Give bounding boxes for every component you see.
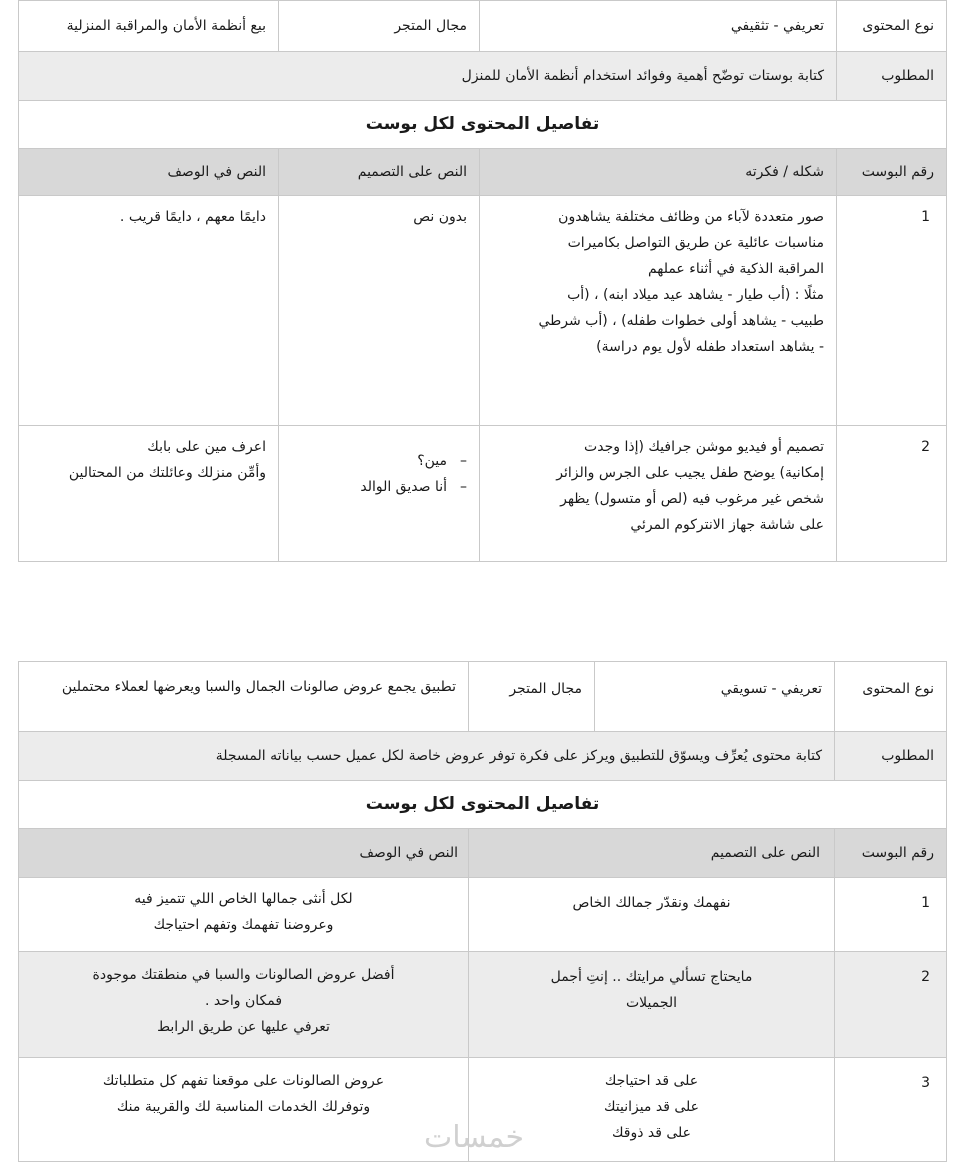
design-line: على قد ميزانيتك	[603, 1099, 700, 1115]
store-field-label: مجال المتجر	[279, 1, 480, 52]
content-type-value: تعريفي - تثقيفي	[480, 1, 837, 52]
post-number: 1	[837, 196, 947, 426]
post-description	[19, 952, 469, 1058]
post-idea	[480, 426, 837, 562]
post-number: 2	[835, 952, 947, 1058]
table-row	[19, 952, 947, 1058]
post-design-text	[469, 878, 835, 952]
header-description-text: النص في الوصف	[19, 149, 279, 196]
post-description	[19, 878, 469, 952]
description-line: لكل أنثى جمالها الخاص اللي تتميز فيه	[134, 891, 353, 907]
post-design-text	[469, 952, 835, 1058]
design-text-list	[291, 448, 467, 500]
post-design-text: بدون نص	[279, 196, 480, 426]
post-number: 2	[837, 426, 947, 562]
table-row	[19, 426, 947, 562]
section-title: تفاصيل المحتوى لكل بوست	[19, 101, 947, 149]
idea-line: المراقبة الذكية في أثناء عملهم	[647, 261, 824, 277]
content-type-value: تعريفي - تسويقي	[595, 662, 835, 732]
description-line: تعرفي عليها عن طريق الرابط	[157, 1019, 330, 1035]
store-field-value: بيع أنظمة الأمان والمراقبة المنزلية	[19, 1, 279, 52]
content-table-1	[18, 0, 947, 562]
info-row	[19, 662, 947, 732]
store-field-value: تطبيق يجمع عروض صالونات الجمال والسبا ويعرضها لعملاء محتملين	[19, 662, 469, 732]
description-line: وأمِّن منزلك وعائلتك من المحتالين	[68, 465, 266, 481]
description-line: عروض الصالونات على موقعنا تفهم كل متطلباتك	[102, 1073, 385, 1089]
required-value: كتابة محتوى يُعرِّف ويسوّق للتطبيق ويركز على فكرة توفر عروض خاصة لكل عميل حسب بياناته المسجلة	[19, 732, 835, 781]
idea-line: على شاشة جهاز الانتركوم المرئي	[630, 517, 824, 533]
content-type-label: نوع المحتوى	[835, 662, 947, 732]
table-row	[19, 878, 947, 952]
header-design-text: النص على التصميم	[469, 829, 835, 878]
header-row	[19, 149, 947, 196]
design-line: على قد ذوقك	[611, 1125, 692, 1141]
description-line: دايمًا معهم ، دايمًا قريب .	[119, 209, 266, 225]
content-type-label: نوع المحتوى	[837, 1, 947, 52]
post-number: 1	[835, 878, 947, 952]
description-line: فمكان واحد .	[204, 993, 283, 1009]
watermark-logo: خمسات	[424, 1120, 525, 1155]
description-line: وعروضنا تفهمك وتفهم احتياجك	[153, 917, 334, 933]
description-line: أفضل عروض الصالونات والسبا في منطقتك موجودة	[92, 967, 395, 983]
required-label: المطلوب	[837, 52, 947, 101]
header-design-text: النص على التصميم	[279, 149, 480, 196]
section-title-row	[19, 101, 947, 149]
idea-line: مناسبات عائلية عن طريق التواصل بكاميرات	[567, 235, 824, 251]
required-row	[19, 732, 947, 781]
idea-line: إمكانية) يوضح طفل يجيب على الجرس والزائر	[556, 465, 824, 481]
idea-line: شخص غير مرغوب فيه (لص أو متسول) يظهر	[560, 491, 824, 507]
required-value: كتابة بوستات توضّح أهمية وفوائد استخدام أنظمة الأمان للمنزل	[19, 52, 837, 101]
design-line: مايحتاج تسألي مرايتك .. إنتِ أجمل	[550, 969, 753, 985]
required-label: المطلوب	[835, 732, 947, 781]
post-idea	[480, 196, 837, 426]
design-text-item: – أنا صديق الوالد	[291, 474, 467, 500]
info-row	[19, 1, 947, 52]
design-line: نفهمك ونقدّر جمالك الخاص	[572, 895, 731, 911]
content-table-2	[18, 661, 947, 1162]
header-post-number: رقم البوست	[837, 149, 947, 196]
header-post-number: رقم البوست	[835, 829, 947, 878]
header-row	[19, 829, 947, 878]
section-title: تفاصيل المحتوى لكل بوست	[19, 781, 947, 829]
idea-line: طبيب - يشاهد أولى خطوات طفله) ، (أب شرطي	[538, 313, 824, 329]
idea-line: مثلًا : (أب طيار - يشاهد عيد ميلاد ابنه) ، (أب	[567, 287, 824, 303]
design-line: الجميلات	[625, 995, 678, 1011]
section-title-row	[19, 781, 947, 829]
description-line: وتوفرلك الخدمات المناسبة لك والقريبة منك	[116, 1099, 371, 1115]
post-description	[19, 426, 279, 562]
required-row	[19, 52, 947, 101]
table-row	[19, 196, 947, 426]
description-line: اعرف مين على بابك	[147, 439, 266, 455]
idea-line: تصميم أو فيديو موشن جرافيك (إذا وجدت	[584, 439, 824, 455]
idea-line: - يشاهد استعداد طفله لأول يوم دراسة)	[596, 339, 824, 355]
design-text-item: – مين؟	[291, 448, 467, 474]
post-description	[19, 1058, 469, 1162]
store-field-label: مجال المتجر	[469, 662, 595, 732]
header-description-text: النص في الوصف	[19, 829, 469, 878]
post-number: 3	[835, 1058, 947, 1162]
post-description	[19, 196, 279, 426]
header-shape-idea: شكله / فكرته	[480, 149, 837, 196]
idea-line: صور متعددة لآباء من وظائف مختلفة يشاهدون	[558, 209, 824, 225]
post-design-text	[279, 426, 480, 562]
design-line: على قد احتياجك	[604, 1073, 699, 1089]
